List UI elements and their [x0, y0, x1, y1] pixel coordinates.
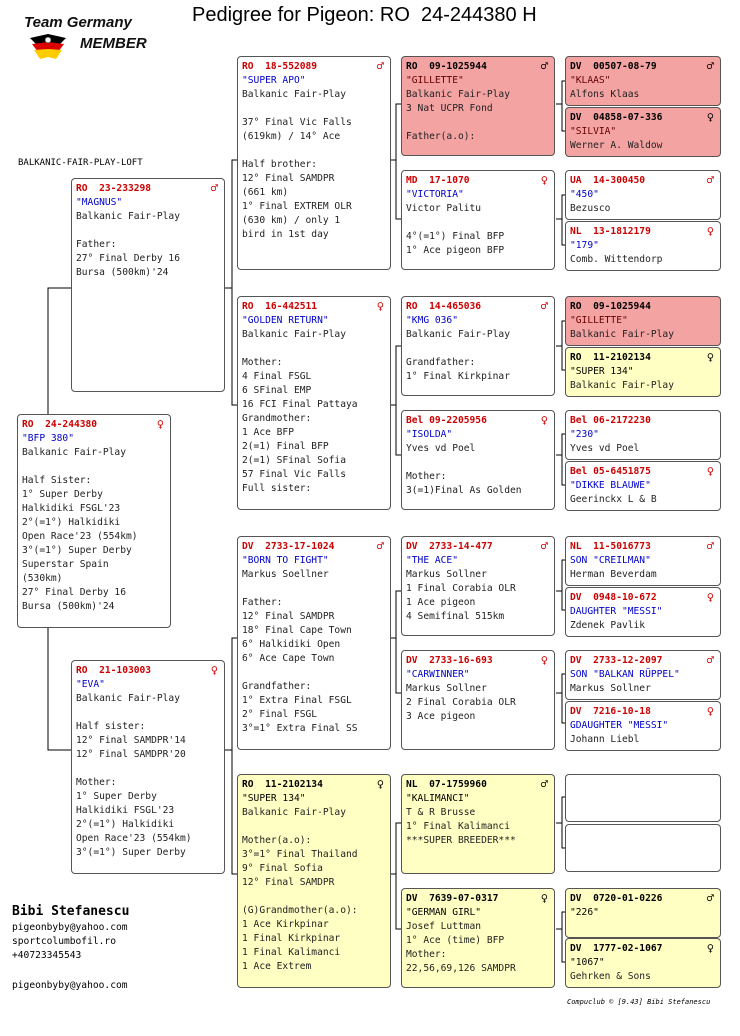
page-title: Pedigree for Pigeon: RO 24-244380 H: [192, 4, 537, 26]
info-line: Markus Sollner: [570, 683, 651, 694]
pigeon-name: "1067": [570, 957, 605, 968]
logo-line2: MEMBER: [80, 35, 147, 52]
pigeon-name: "179": [570, 240, 599, 251]
info-line: 1 Ace Kirkpinar: [242, 919, 329, 930]
pigeon-name: "THE ACE": [406, 555, 458, 566]
info-line: 12° Final SAMDPR'14: [76, 735, 186, 746]
pigeon-card-g10[interactable]: [565, 587, 721, 637]
logo-line1: Team Germany: [24, 14, 132, 31]
info-line: Mother:: [406, 471, 447, 482]
ring-number: DV 2733-16-693: [406, 655, 493, 666]
info-line: 1° Ace (time) BFP: [406, 935, 505, 946]
male-icon: ♂: [540, 299, 548, 313]
pigeon-card-subject[interactable]: [17, 414, 171, 628]
ring-number: DV 0720-01-0226: [570, 893, 663, 904]
pigeon-name: "SUPER 134": [242, 793, 306, 804]
info-line: 1 Ace pigeon: [406, 597, 476, 608]
pigeon-card-g9[interactable]: [565, 536, 721, 586]
info-line: Markus Sollner: [406, 683, 487, 694]
pigeon-card-g6[interactable]: [565, 347, 721, 397]
info-line: 1° Final EXTREM OLR: [242, 201, 352, 212]
pigeon-card-g7[interactable]: [565, 410, 721, 460]
pigeon-card-g1[interactable]: [565, 56, 721, 106]
info-line: 1° Extra Final FSGL: [242, 695, 352, 706]
pigeon-name: "ISOLDA": [406, 429, 453, 440]
info-line: [406, 116, 550, 130]
ring-number: RO 11-2102134: [242, 779, 323, 790]
ring-number: UA 14-300450: [570, 175, 646, 186]
info-line: 1° Final Kalimanci: [406, 821, 510, 832]
info-line: T & R Brusse: [406, 807, 476, 818]
info-line: 22,56,69,126 SAMDPR: [406, 963, 516, 974]
info-line: 3°=1° Extra Final SS: [242, 723, 358, 734]
ring-number: DV 0948-10-672: [570, 592, 657, 603]
ring-number: RO 09-1025944: [406, 61, 487, 72]
info-line: Half brother:: [242, 159, 318, 170]
female-icon: ♀: [156, 417, 164, 431]
pigeon-card-g15[interactable]: [565, 888, 721, 938]
pigeon-card-ddd[interactable]: [401, 888, 555, 988]
info-line: 27° Final Derby 16: [76, 253, 180, 264]
info-line: Geerinckx L & B: [570, 494, 657, 505]
female-icon: ♀: [540, 413, 548, 427]
pigeon-card-ss[interactable]: [237, 56, 391, 270]
info-line: 2°(=1°) Halkidiki: [22, 517, 121, 528]
ring-number: RO 14-465036: [406, 301, 482, 312]
pigeon-card-dam[interactable]: [71, 660, 225, 874]
info-line: [242, 102, 386, 116]
info-line: Superstar Spain: [22, 559, 109, 570]
male-icon: [707, 299, 714, 313]
info-line: [242, 342, 386, 356]
info-line: ***SUPER BREEDER***: [406, 835, 516, 846]
male-icon: ♂: [706, 653, 714, 667]
info-line: Victor Palitu: [406, 203, 482, 214]
pigeon-card-g5[interactable]: [565, 296, 721, 346]
female-icon: ♀: [540, 653, 548, 667]
ring-number: DV 00507-08-79: [570, 61, 657, 72]
info-line: Yves vd Poel: [570, 443, 640, 454]
info-line: [242, 666, 386, 680]
female-icon: ♀: [540, 891, 548, 905]
footer-credit: Compuclub © [9.43] Bibi Stefanescu: [567, 998, 711, 1006]
pigeon-name: "GERMAN GIRL": [406, 907, 482, 918]
info-line: Werner A. Waldow: [570, 140, 663, 151]
info-line: 1 Final Kirkpinar: [242, 933, 341, 944]
pigeon-name: "450": [570, 189, 599, 200]
pigeon-card-sd[interactable]: [237, 296, 391, 510]
info-line: 1° Ace pigeon BFP: [406, 245, 505, 256]
pigeon-name: "GILLETTE": [570, 315, 628, 326]
pigeon-name: "VICTORIA": [406, 189, 464, 200]
ring-number: RO 24-244380: [22, 419, 98, 430]
info-line: (530km): [22, 573, 63, 584]
info-line: 1 Final Corabia OLR: [406, 583, 516, 594]
info-line: Markus Sollner: [406, 569, 487, 580]
ring-number: RO 23-233298: [76, 183, 152, 194]
ring-number: DV 2733-17-1024: [242, 541, 335, 552]
info-line: 1 Ace Extrem: [242, 961, 312, 972]
female-icon: ♀: [210, 663, 218, 677]
info-line: 3 Nat UCPR Fond: [406, 103, 493, 114]
pigeon-name: "BORN TO FIGHT": [242, 555, 329, 566]
info-line: 2(=1) Final BFP: [242, 441, 329, 452]
pigeon-card-g8[interactable]: [565, 461, 721, 511]
info-line: Mother(a.o):: [242, 835, 312, 846]
pigeon-name: "EVA": [76, 679, 105, 690]
info-line: Balkanic Fair-Play: [570, 329, 674, 340]
ring-number: DV 2733-14-477: [406, 541, 493, 552]
pigeon-name: "GOLDEN RETURN": [242, 315, 329, 326]
info-line: Balkanic Fair-Play: [76, 211, 180, 222]
info-line: 1° Super Derby: [76, 791, 157, 802]
info-line: Gehrken & Sons: [570, 971, 651, 982]
info-line: [22, 460, 166, 474]
info-line: Josef Luttman: [406, 921, 482, 932]
info-line: 1° Final Kirkpinar: [406, 371, 510, 382]
info-line: 9° Final Sofia: [242, 863, 323, 874]
male-icon: ♂: [210, 181, 218, 195]
info-line: 4 Semifinal 515km: [406, 611, 505, 622]
info-line: 1 Ace BFP: [242, 427, 294, 438]
info-line: [242, 820, 386, 834]
pigeon-name: "SILVIA": [570, 126, 617, 137]
info-line: 3 Ace pigeon: [406, 711, 476, 722]
info-line: Father:: [76, 239, 117, 250]
info-line: Bursa (500km)'24: [22, 601, 115, 612]
owner-email-secondary[interactable]: pigeonbyby@yahoo.com: [12, 980, 128, 991]
info-line: 57 Final Vic Falls: [242, 469, 346, 480]
info-line: 3(=1)Final As Golden: [406, 485, 522, 496]
pigeon-card-g4[interactable]: [565, 221, 721, 271]
info-line: 12° Final SAMDPR: [242, 877, 335, 888]
info-line: 3°(=1°) Super Derby: [22, 545, 132, 556]
ring-number: NL 07-1759960: [406, 779, 487, 790]
pigeon-name: "KMG 036": [406, 315, 458, 326]
info-line: [242, 582, 386, 596]
info-line: [76, 762, 220, 776]
info-line: (661 km): [242, 187, 289, 198]
info-line: 12° Final SAMDPR: [242, 611, 335, 622]
ring-number: Bel 05-6451875: [570, 466, 651, 477]
pigeon-card-dd[interactable]: [237, 774, 391, 988]
ring-number: DV 04858-07-336: [570, 112, 663, 123]
male-icon: ♂: [376, 539, 384, 553]
male-icon: ♂: [540, 539, 548, 553]
info-line: Grandfather:: [406, 357, 476, 368]
info-line: Open Race'23 (554km): [22, 531, 138, 542]
info-line: Balkanic Fair-Play: [76, 693, 180, 704]
info-line: Bezusco: [570, 203, 611, 214]
ring-number: RO 09-1025944: [570, 301, 651, 312]
info-line: Grandfather:: [242, 681, 312, 692]
pigeon-card-ssd[interactable]: [401, 170, 555, 270]
info-line: 3°=1° Final Thailand: [242, 849, 358, 860]
male-icon: ♂: [706, 539, 714, 553]
info-line: Bursa (500km)'24: [76, 267, 169, 278]
info-line: Full sister:: [242, 483, 312, 494]
pigeon-card-dsd[interactable]: [401, 650, 555, 750]
info-line: (G)Grandmother(a.o):: [242, 905, 358, 916]
pigeon-card-g3[interactable]: [565, 170, 721, 220]
pigeon-card-dds[interactable]: [401, 774, 555, 874]
owner-website[interactable]: sportcolumbofil.ro: [12, 936, 116, 947]
female-icon: ♀: [706, 941, 714, 955]
pigeon-card-g16[interactable]: [565, 938, 721, 988]
pigeon-name: SON "CREILMAN": [570, 555, 651, 566]
pigeon-name: "SUPER APO": [242, 75, 306, 86]
info-line: [242, 144, 386, 158]
info-line: 37° Final Vic Falls: [242, 117, 352, 128]
male-icon: [707, 413, 714, 427]
male-icon: ♂: [706, 173, 714, 187]
pigeon-name: "226": [570, 907, 599, 918]
info-line: 2°(=1°) Halkidiki: [76, 819, 175, 830]
pigeon-card-g14-empty[interactable]: [565, 824, 721, 872]
pigeon-card-dss[interactable]: [401, 536, 555, 636]
info-line: (619km) / 14° Ace: [242, 131, 341, 142]
info-line: 18° Final Cape Town: [242, 625, 352, 636]
ring-number: RO 16-442511: [242, 301, 318, 312]
pigeon-name: GDAUGHTER "MESSI": [570, 720, 669, 731]
info-line: 2 Final Corabia OLR: [406, 697, 516, 708]
pigeon-name: "GILLETTE": [406, 75, 464, 86]
info-line: Zdenek Pavlik: [570, 620, 646, 631]
ring-number: NL 13-1812179: [570, 226, 651, 237]
info-line: Johann Liebl: [570, 734, 640, 745]
info-line: Mother:: [242, 357, 283, 368]
info-line: 6 SFinal EMP: [242, 385, 312, 396]
info-line: 2° Final FSGL: [242, 709, 318, 720]
pigeon-card-ds[interactable]: [237, 536, 391, 750]
info-line: Balkanic Fair-Play: [22, 447, 126, 458]
pigeon-card-sss[interactable]: [401, 56, 555, 156]
male-icon: ♂: [376, 59, 384, 73]
info-line: Grandmother:: [242, 413, 312, 424]
female-icon: ♀: [376, 777, 384, 791]
info-line: [406, 456, 550, 470]
female-icon: ♀: [706, 350, 714, 364]
info-line: Halkidiki FSGL'23: [76, 805, 175, 816]
ring-number: MD 17-1070: [406, 175, 470, 186]
info-line: Father(a.o):: [406, 131, 476, 142]
owner-name: Bibi Stefanescu: [12, 904, 130, 919]
info-line: 27° Final Derby 16: [22, 587, 126, 598]
male-icon: ♂: [706, 891, 714, 905]
ring-number: Bel 06-2172230: [570, 415, 651, 426]
pigeon-card-sdd[interactable]: [401, 410, 555, 510]
info-line: (630 km) / only 1: [242, 215, 341, 226]
female-icon: ♀: [706, 704, 714, 718]
owner-phone: +40723345543: [12, 950, 82, 961]
info-line: Balkanic Fair-Play: [242, 807, 346, 818]
info-line: Balkanic Fair-Play: [570, 380, 674, 391]
female-icon: ♀: [540, 173, 548, 187]
info-line: Alfons Klaas: [570, 89, 640, 100]
info-line: [76, 224, 220, 238]
pigeon-name: SON "BALKAN RÜPPEL": [570, 669, 680, 680]
pigeon-card-sds[interactable]: [401, 296, 555, 396]
male-icon: ♂: [706, 59, 714, 73]
info-line: [406, 342, 550, 356]
pigeon-card-g11[interactable]: [565, 650, 721, 700]
ring-number: DV 7216-10-18: [570, 706, 651, 717]
loft-name: BALKANIC-FAIR-PLAY-LOFT: [18, 158, 143, 168]
info-line: bird in 1st day: [242, 229, 329, 240]
ring-number: DV 2733-12-2097: [570, 655, 663, 666]
ring-number: RO 18-552089: [242, 61, 318, 72]
info-line: Herman Beverdam: [570, 569, 657, 580]
female-icon: ♀: [706, 110, 714, 124]
info-line: Halkidiki FSGL'23: [22, 503, 121, 514]
info-line: [242, 890, 386, 904]
female-icon: ♀: [706, 464, 714, 478]
ring-number: RO 21-103003: [76, 665, 152, 676]
info-line: 4 Final FSGL: [242, 371, 312, 382]
info-line: 3°(=1°) Super Derby: [76, 847, 186, 858]
pigeon-name: "KLAAS": [570, 75, 611, 86]
info-line: 1° Super Derby: [22, 489, 103, 500]
info-line: Balkanic Fair-Play: [242, 329, 346, 340]
info-line: 12° Final SAMDPR: [242, 173, 335, 184]
pigeon-card-g13-empty[interactable]: [565, 774, 721, 822]
ring-number: DV 7639-07-0317: [406, 893, 499, 904]
info-line: Half sister:: [76, 721, 146, 732]
info-line: Mother:: [406, 949, 447, 960]
ring-number: Bel 09-2205956: [406, 415, 487, 426]
pigeon-name: "DIKKE BLAUWE": [570, 480, 651, 491]
pigeon-name: "BFP 380": [22, 433, 74, 444]
female-icon: ♀: [376, 299, 384, 313]
info-line: 16 FCI Final Pattaya: [242, 399, 358, 410]
pigeon-card-sire[interactable]: [71, 178, 225, 392]
info-line: Half Sister:: [22, 475, 92, 486]
info-line: 1 Final Kalimanci: [242, 947, 341, 958]
pigeon-name: DAUGHTER "MESSI": [570, 606, 663, 617]
info-line: Markus Soellner: [242, 569, 329, 580]
info-line: 4°(=1°) Final BFP: [406, 231, 505, 242]
info-line: 6° Halkidiki Open: [242, 639, 341, 650]
pigeon-name: "230": [570, 429, 599, 440]
pigeon-name: "KALIMANCI": [406, 793, 470, 804]
female-icon: ♀: [706, 224, 714, 238]
ring-number: NL 11-5016773: [570, 541, 651, 552]
info-line: 12° Final SAMDPR'20: [76, 749, 186, 760]
info-line: Balkanic Fair-Play: [242, 89, 346, 100]
male-icon: ♂: [540, 777, 548, 791]
info-line: Balkanic Fair-Play: [406, 329, 510, 340]
pigeon-card-g12[interactable]: [565, 701, 721, 751]
info-line: Open Race'23 (554km): [76, 833, 192, 844]
info-line: [406, 216, 550, 230]
info-line: 2(=1) SFinal Sofia: [242, 455, 346, 466]
pigeon-name: "CARWINNER": [406, 669, 470, 680]
info-line: 6° Ace Cape Town: [242, 653, 335, 664]
pigeon-name: "MAGNUS": [76, 197, 123, 208]
ring-number: DV 1777-02-1067: [570, 943, 663, 954]
info-line: Father:: [242, 597, 283, 608]
female-icon: ♀: [706, 590, 714, 604]
male-icon: ♂: [540, 59, 548, 73]
info-line: Comb. Wittendorp: [570, 254, 663, 265]
info-line: Yves vd Poel: [406, 443, 476, 454]
info-line: Mother:: [76, 777, 117, 788]
info-line: Balkanic Fair-Play: [406, 89, 510, 100]
owner-email[interactable]: pigeonbyby@yahoo.com: [12, 922, 128, 933]
pigeon-card-g2[interactable]: [565, 107, 721, 157]
info-line: [76, 706, 220, 720]
pigeon-name: "SUPER 134": [570, 366, 634, 377]
ring-number: RO 11-2102134: [570, 352, 651, 363]
